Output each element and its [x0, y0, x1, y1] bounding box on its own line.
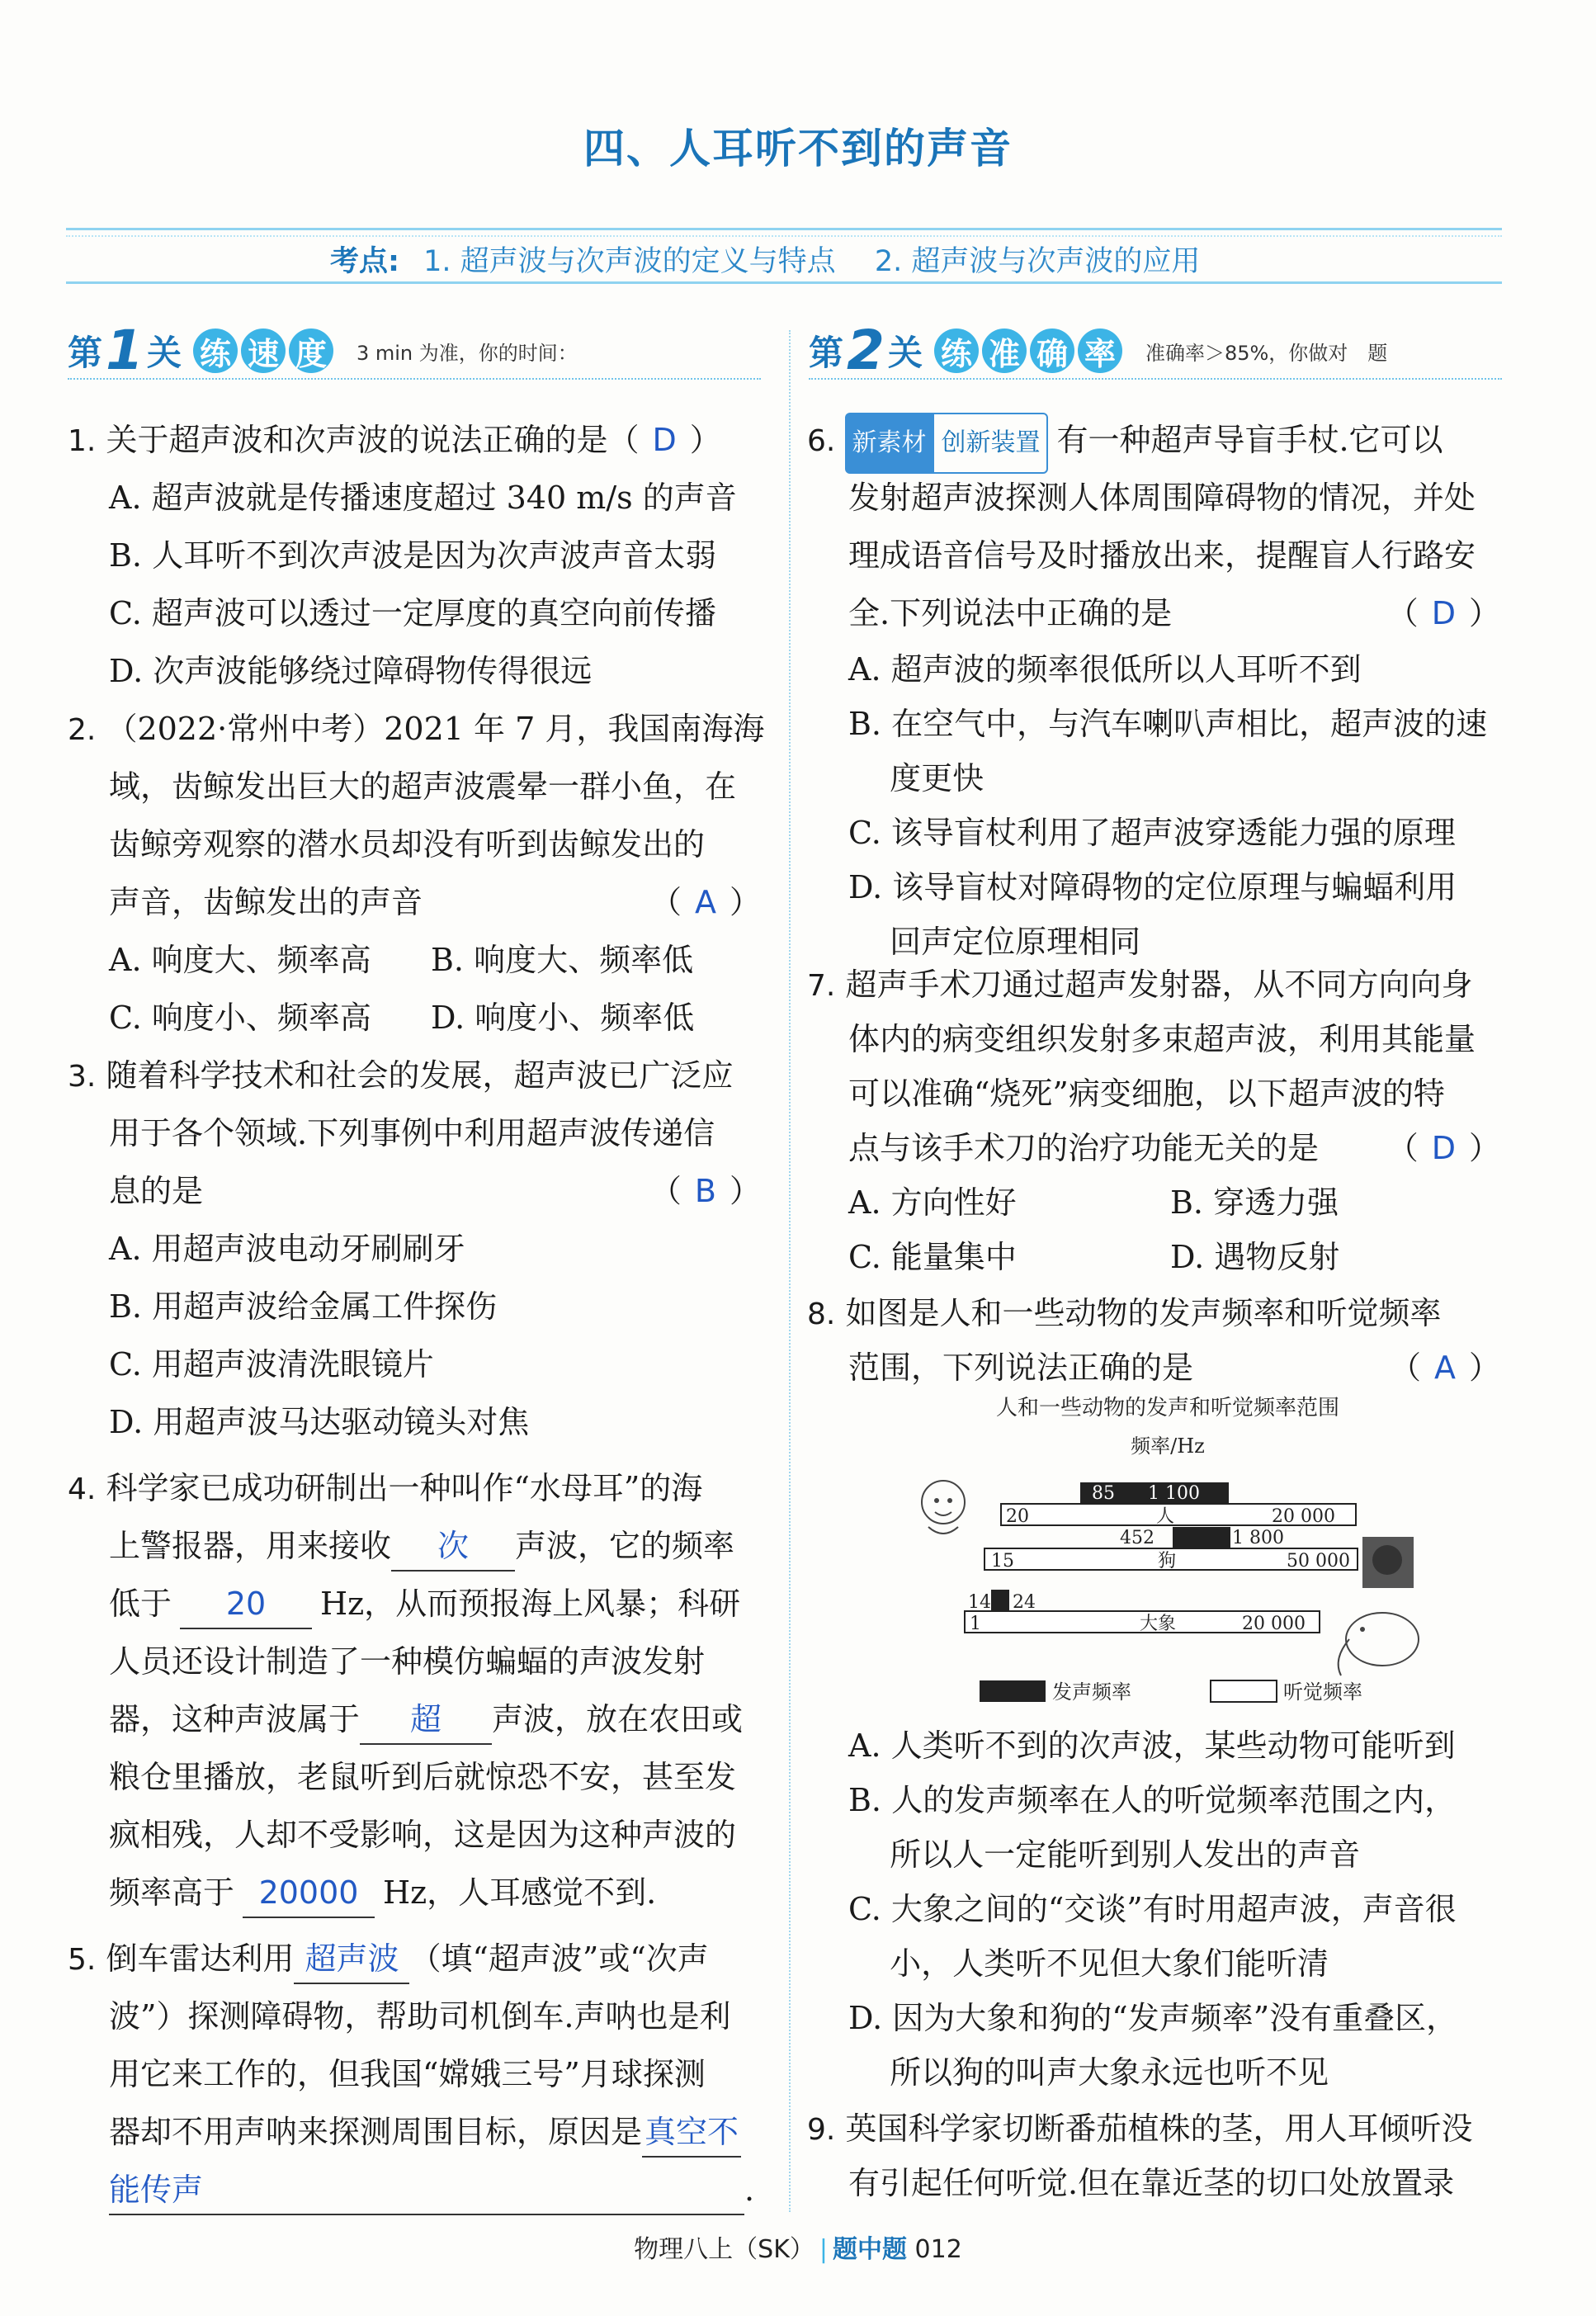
question-line: 有引起任何听觉.但在靠近茎的切口处放置录 — [848, 2165, 1455, 2201]
level-di: 第 — [68, 333, 103, 373]
page-title: 四、人耳听不到的声音 — [583, 125, 1013, 173]
question-1 — [68, 411, 761, 700]
option: 所以狗的叫声大象永远也听不见 — [848, 2054, 1329, 2091]
question-text: 声波，它的频率 — [515, 1528, 735, 1564]
elephant-sound-high: 24 — [1013, 1592, 1036, 1613]
answer: B — [694, 1173, 716, 1209]
dog-sound-low: 452 — [1120, 1528, 1155, 1548]
page-number: 012 — [914, 2235, 962, 2264]
answer: D — [1431, 1130, 1456, 1166]
frequency-range-chart — [904, 1395, 1432, 1725]
divider — [68, 378, 761, 380]
question-text: Hz，从而预报海上风暴；科研 — [320, 1586, 741, 1622]
question-line: 可以准确“烧死”病变细胞，以下超声波的特 — [848, 1075, 1445, 1112]
level-note: 3 min 为准，你的时间： — [356, 341, 578, 365]
question-3: 3. 随着科学技术和社会的发展，超声波已广泛应 用于各个领域.下列事例中利用超声波传递信 息的是 （ B ） A. 用超声波电动牙刷刷牙 B. 用超声波给金属工件探伤 C. 用超声波清洗眼镜片 D. 用超声波马达驱动镜头对焦 — [68, 1047, 761, 1451]
answer-blank: 超声波 — [294, 1935, 409, 1984]
answer-blank: 超 — [360, 1695, 492, 1745]
question-5 — [68, 1930, 761, 2219]
legend-sound-swatch — [980, 1680, 1046, 1702]
option: 回声定位原理相同 — [848, 924, 1141, 960]
tag — [845, 413, 1048, 474]
answer: D — [652, 422, 677, 458]
human-hearing-high: 20 000 — [1272, 1506, 1335, 1527]
level-char: 速 — [241, 328, 286, 373]
question-line: 粮仓里播放，老鼠听到后就惊恐不安，甚至发 — [109, 1759, 737, 1795]
level-guan: 关 — [146, 333, 182, 373]
question-line: 波”）探测障碍物，帮助司机倒车.声呐也是利 — [109, 1998, 731, 2035]
question-text: 器却不用声呐来探测周围目标，原因是 — [109, 2114, 643, 2150]
elephant-hearing-low: 1 — [970, 1614, 981, 1634]
question-line: 点与该手术刀的治疗功能无关的是 — [848, 1130, 1320, 1166]
option: A. 超声波的频率很低所以人耳听不到 — [848, 651, 1362, 688]
question-number: 9. — [807, 2113, 836, 2147]
level-guan: 关 — [887, 333, 923, 373]
question-4 — [68, 1459, 761, 1921]
level-char: 练 — [934, 328, 979, 373]
option: B. 响度大、频率低 — [431, 942, 694, 978]
option: D. 次声波能够绕过障碍物传得很远 — [109, 653, 593, 689]
option: C. 能量集中 — [848, 1239, 1017, 1275]
option: C. 响度小、频率高 — [109, 1000, 371, 1036]
option: D. 遇物反射 — [1170, 1239, 1340, 1275]
elephant-sound-bar — [991, 1590, 1009, 1611]
human-label: 人 — [1156, 1506, 1175, 1527]
option: B. 人的发声频率在人的听觉频率范围之内， — [848, 1782, 1457, 1818]
legend-sound-label: 发声频率 — [1052, 1680, 1131, 1704]
elephant-hearing-high: 20 000 — [1242, 1614, 1306, 1634]
answer-blank: 真空不 — [642, 2108, 741, 2158]
dog-sound-high: 1 800 — [1232, 1528, 1284, 1548]
question-text: 上警报器，用来接收 — [109, 1528, 392, 1564]
level-char: 确 — [1030, 328, 1074, 373]
question-text: 频率高于 — [109, 1874, 235, 1911]
knowledge-point-1: 1. 超声波与次声波的定义与特点 — [423, 245, 836, 278]
answer-blank: 能传声 — [109, 2166, 744, 2215]
question-line: 人员还设计制造了一种模仿蝙蝠的声波发射 — [109, 1643, 706, 1680]
question-text: 低于 — [109, 1586, 172, 1622]
question-line: 英国科学家切断番茄植株的茎，用人耳倾听没 — [845, 2110, 1473, 2147]
question-line: 用它来工作的，但我国“嫦娥三号”月球探测 — [109, 2056, 706, 2092]
level-char: 练 — [193, 328, 238, 373]
footer-brand: 题中题 — [833, 2235, 907, 2264]
question-text: 声波，放在农田或 — [492, 1701, 744, 1737]
legend-hearing-label: 听觉频率 — [1283, 1680, 1362, 1704]
question-line: 疯相残，人却不受影响，这是因为这种声波的 — [109, 1817, 737, 1853]
question-line: 全.下列说法中正确的是 — [848, 595, 1173, 631]
option: C. 该导盲杖利用了超声波穿透能力强的原理 — [848, 815, 1456, 851]
question-line: 发射超声波探测人体周围障碍物的情况，并处 — [848, 480, 1476, 516]
question-line: 超声手术刀通过超声发射器，从不同方向向身 — [845, 967, 1473, 1003]
dog-icon — [1362, 1537, 1414, 1588]
question-line: 声音，齿鲸发出的声音 — [109, 884, 423, 920]
question-line: （2022·常州中考）2021 年 7 月，我国南海海 — [106, 711, 765, 747]
option: 小，人类听不见但大象们能听清 — [848, 1945, 1329, 1982]
question-number: 7. — [807, 969, 836, 1003]
option: A. 超声波就是传播速度超过 340 m/s 的声音 — [109, 480, 737, 516]
footer-subject: 物理八上（SK） — [634, 2235, 815, 2264]
question-number: 6. — [807, 424, 836, 458]
option: C. 用超声波清洗眼镜片 — [109, 1346, 434, 1383]
question-line: 如图是人和一些动物的发声频率和听觉频率 — [845, 1295, 1442, 1331]
option: C. 大象之间的“交谈”有时用超声波，声音很 — [848, 1891, 1457, 1927]
column-divider — [789, 330, 791, 2212]
question-stem: 关于超声波和次声波的说法正确的是（ — [106, 422, 640, 458]
option: D. 该导盲杖对障碍物的定位原理与蝙蝠利用 — [848, 869, 1457, 905]
knowledge-points-bar — [66, 228, 1502, 284]
question-number: 1. — [68, 424, 97, 458]
question-number: 5. — [68, 1943, 97, 1977]
level-note: 准确率＞85%，你做对 题 — [1145, 341, 1388, 365]
divider — [66, 235, 1502, 237]
question-text: Hz，人耳感觉不到. — [383, 1874, 657, 1911]
question-line: 用于各个领域.下列事例中利用超声波传递信 — [109, 1115, 715, 1151]
level-number: 1 — [106, 319, 144, 382]
divider — [809, 378, 1502, 380]
question-number: 8. — [807, 1297, 836, 1331]
question-number: 2. — [68, 713, 97, 747]
question-6: 6. 新素材 创新装置 有一种超声导盲手杖.它可以 发射超声波探测人体周围障碍物的情况，并处 理成语音信号及时播放出来，提醒盲人行路安 全.下列说法中正确的是 （ D ） A. 超声波的频率很低所以人耳听不到 B. 在空气中，与汽车喇叭声相比，超声波的速 度更快 C. 该导盲杖利用了超声波穿透能力强的原理 D. 该导盲杖对障碍物的定位原理与蝙蝠利用 回声定位原理相同 — [807, 411, 1500, 969]
human-sound-high: 1 100 — [1148, 1483, 1200, 1504]
level-char: 准 — [982, 328, 1027, 373]
option: A. 人类听不到的次声波，某些动物可能听到 — [848, 1728, 1456, 1764]
question-line: 息的是 — [109, 1173, 204, 1209]
option: B. 穿透力强 — [1170, 1184, 1339, 1221]
question-line: 有一种超声导盲手杖.它可以 — [1056, 422, 1443, 458]
question-8-options — [807, 1718, 1500, 2100]
question-text: （填“超声波”或“次声 — [409, 1940, 709, 1977]
level-number: 2 — [847, 319, 885, 382]
human-icon — [922, 1481, 965, 1534]
option: B. 在空气中，与汽车喇叭声相比，超声波的速 — [848, 706, 1488, 742]
answer: D — [1431, 595, 1456, 631]
tag-innovative-device: 创新装置 — [933, 413, 1048, 474]
chart-ylabel: 频率/Hz — [1131, 1435, 1205, 1458]
question-number: 3. — [68, 1060, 97, 1094]
question-line: 科学家已成功研制出一种叫作“水母耳”的海 — [106, 1470, 703, 1506]
question-number: 4. — [68, 1472, 97, 1506]
question-9 — [807, 2101, 1500, 2210]
option: D. 响度小、频率低 — [431, 1000, 695, 1036]
answer: A — [694, 884, 716, 920]
question-line: 齿鲸旁观察的潜水员却没有听到齿鲸发出的 — [109, 826, 706, 863]
elephant-sound-low: 14 — [968, 1592, 991, 1613]
option: 所以人一定能听到别人发出的声音 — [848, 1836, 1361, 1873]
option: A. 响度大、频率高 — [109, 942, 371, 978]
answer: A — [1433, 1349, 1456, 1386]
question-2: 2. （2022·常州中考）2021 年 7 月，我国南海海 域，齿鲸发出巨大的超声波震晕一群小鱼，在 齿鲸旁观察的潜水员却没有听到齿鲸发出的 声音，齿鲸发出的声音 （ A ） A. 响度大、频率高 B. 响度大、频率低 C. 响度小、频率高 D. 响度小、频率低 — [68, 700, 761, 1047]
dog-hearing-low: 15 — [991, 1551, 1014, 1572]
answer-blank: 20000 — [243, 1869, 375, 1918]
dog-sound-bar — [1173, 1527, 1230, 1548]
human-sound-low: 85 — [1092, 1483, 1115, 1504]
knowledge-points — [330, 239, 1230, 280]
level-1-header — [68, 319, 578, 382]
option: A. 用超声波电动牙刷刷牙 — [109, 1231, 465, 1267]
dog-hearing-high: 50 000 — [1287, 1551, 1350, 1572]
dog-label: 狗 — [1158, 1551, 1177, 1572]
tag-new-material: 新素材 — [845, 413, 933, 474]
question-line: 体内的病变组织发射多束超声波，利用其能量 — [848, 1021, 1476, 1057]
knowledge-point-2: 2. 超声波与次声波的应用 — [874, 245, 1201, 278]
option: D. 因为大象和狗的“发声频率”没有重叠区， — [848, 2000, 1458, 2036]
question-text: 器，这种声波属于 — [109, 1701, 361, 1737]
legend-hearing-swatch — [1211, 1680, 1277, 1702]
option: 度更快 — [848, 760, 985, 796]
option: B. 用超声波给金属工件探伤 — [109, 1288, 498, 1325]
answer-blank: 20 — [180, 1580, 312, 1629]
question-text: 倒车雷达利用 — [106, 1940, 295, 1977]
elephant-icon — [1339, 1613, 1419, 1676]
knowledge-label: 考点: — [330, 245, 399, 278]
option: B. 人耳听不到次声波是因为次声波声音太弱 — [109, 537, 717, 574]
answer-blank: 次 — [391, 1522, 515, 1572]
level-di: 第 — [809, 333, 844, 373]
human-hearing-low: 20 — [1006, 1506, 1029, 1527]
question-8: 8. 如图是人和一些动物的发声频率和听觉频率 范围，下列说法正确的是 （ A ） — [807, 1295, 1500, 1386]
elephant-label: 大象 — [1140, 1614, 1177, 1634]
question-7: 7. 超声手术刀通过超声发射器，从不同方向向身 体内的病变组织发射多束超声波，利用其能量 可以准确“烧死”病变细胞，以下超声波的特 点与该手术刀的治疗功能无关的是 （ D ） A. 方向性好 B. 穿透力强 C. 能量集中 D. 遇物反射 — [807, 957, 1500, 1284]
question-line: 域，齿鲸发出巨大的超声波震晕一群小鱼，在 — [109, 768, 737, 805]
level-char: 度 — [289, 328, 333, 373]
question-line: 理成语音信号及时播放出来，提醒盲人行路安 — [848, 537, 1476, 574]
page-footer: 物理八上（SK） | 题中题 012 — [634, 2235, 962, 2264]
chart-title: 人和一些动物的发声和听觉频率范围 — [995, 1396, 1340, 1420]
level-char: 率 — [1078, 328, 1122, 373]
option: A. 方向性好 — [848, 1184, 1017, 1221]
paren: ） — [689, 422, 721, 458]
question-line: 随着科学技术和社会的发展，超声波已广泛应 — [106, 1057, 734, 1094]
option: C. 超声波可以透过一定厚度的真空向前传播 — [109, 595, 716, 631]
level-2-header — [809, 319, 1388, 382]
option: D. 用超声波马达驱动镜头对焦 — [109, 1404, 530, 1440]
period: . — [744, 2172, 755, 2208]
question-line: 范围，下列说法正确的是 — [848, 1349, 1194, 1386]
